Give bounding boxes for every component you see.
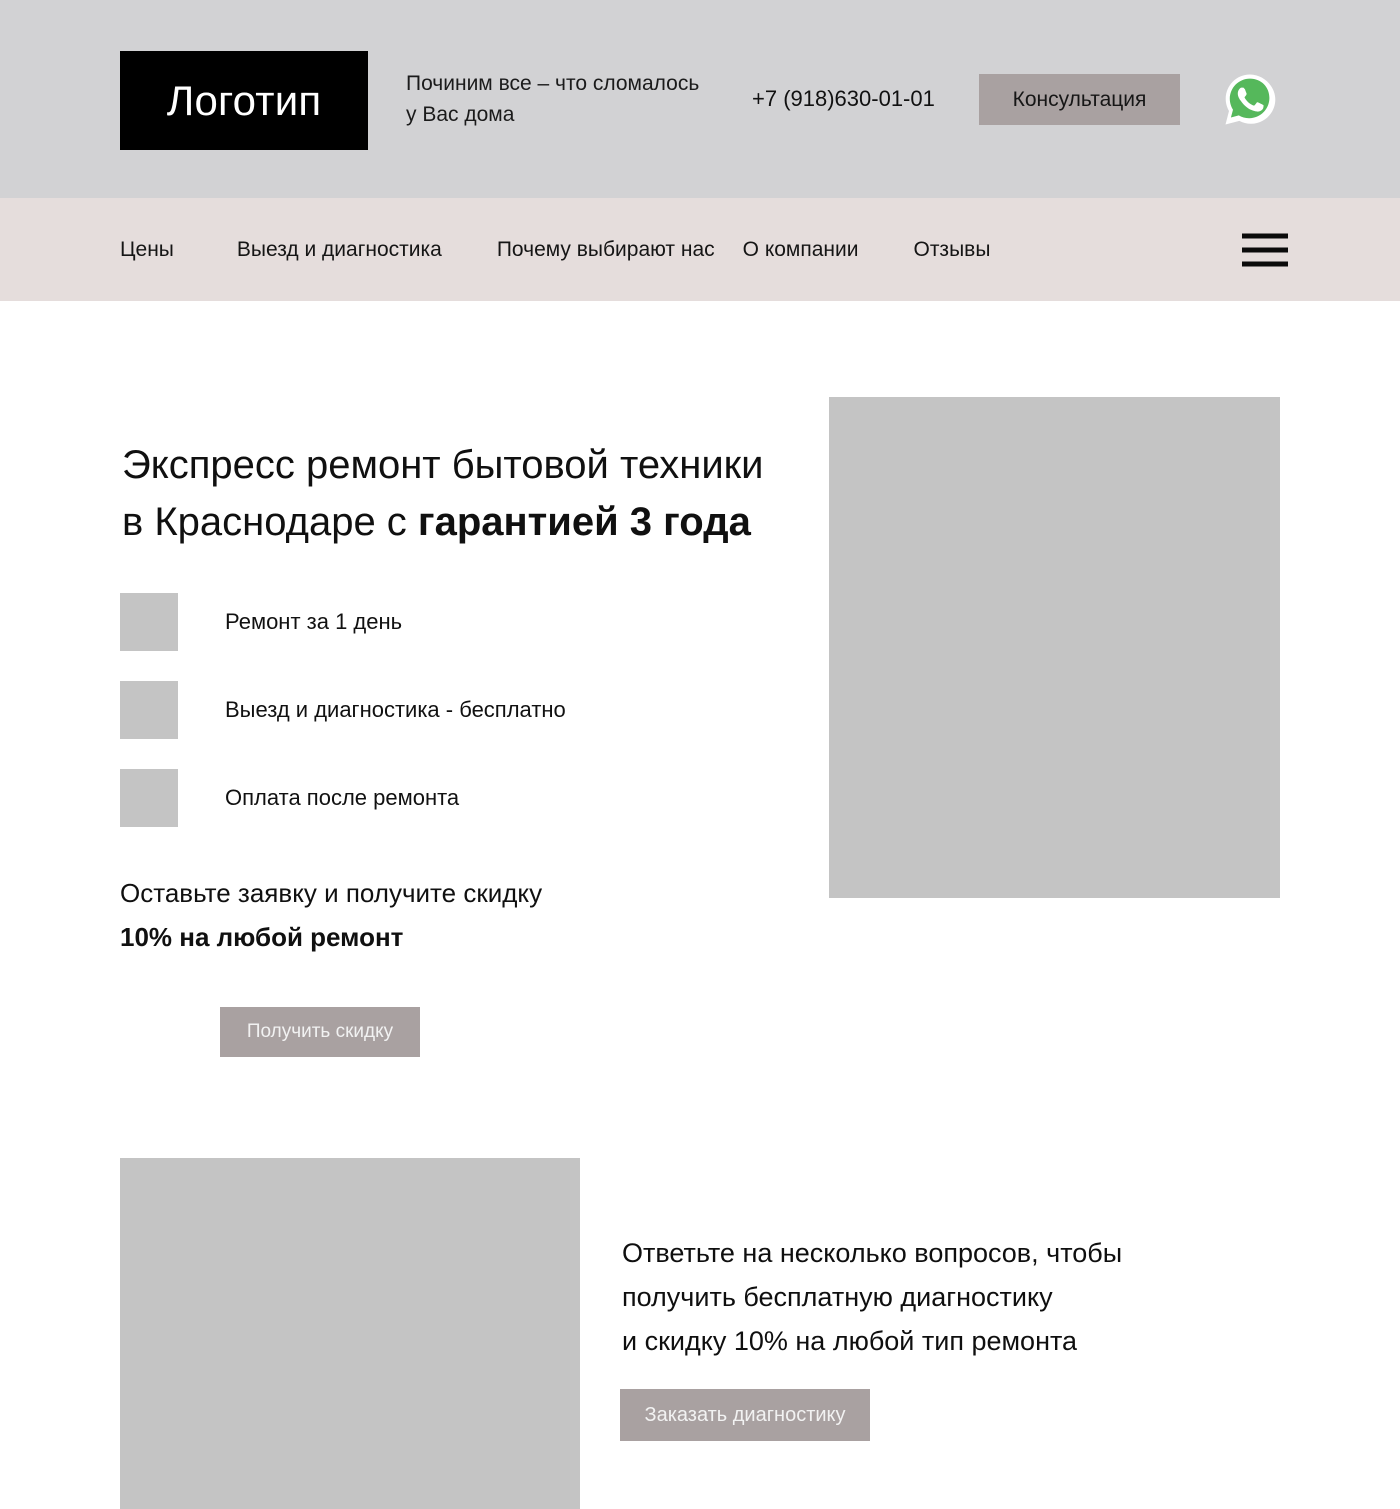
offer-text [120, 871, 820, 959]
nav-item-reviews[interactable]: Отзывы [913, 237, 991, 261]
diagnostics-text-line3: и скидку 10% на любой тип ремонта [622, 1326, 1078, 1356]
feature-label: Оплата после ремонта [225, 785, 460, 810]
nav-list [120, 198, 990, 301]
page-title [122, 437, 932, 551]
site-header [0, 0, 1400, 198]
feature-icon-placeholder [120, 681, 178, 739]
header-tagline: Починим все – что сломалось у Вас дома [406, 72, 700, 126]
hero-title-line1: Экспресс ремонт бытовой техники [122, 443, 764, 487]
phone-number-link[interactable]: +7 (918)630-01-01 [752, 86, 935, 111]
feature-icon-placeholder [120, 769, 178, 827]
offer-highlight: 10% на любой ремонт [120, 922, 404, 952]
feature-icon-placeholder [120, 593, 178, 651]
logo[interactable] [120, 51, 368, 150]
whatsapp-icon[interactable] [1223, 73, 1277, 127]
get-discount-button[interactable]: Получить скидку [220, 1007, 420, 1057]
feature-label: Выезд и диагностика - бесплатно [225, 697, 566, 722]
hero-title-highlight: гарантией 3 года [417, 500, 751, 544]
feature-item [120, 681, 760, 739]
hamburger-bar [1242, 247, 1288, 252]
feature-item [120, 769, 760, 827]
nav-item-why-choose-us[interactable]: Почему выбирают нас [496, 237, 715, 261]
diagnostics-image-placeholder [120, 1158, 580, 1509]
feature-label: Ремонт за 1 день [225, 609, 403, 634]
feature-item [120, 593, 760, 651]
diagnostics-text-line1: Ответьте на несколько вопросов, чтобы [622, 1238, 1123, 1268]
offer-line1: Оставьте заявку и получите скидку [120, 878, 543, 908]
diagnostics-text-line2: получить бесплатную диагностику [622, 1282, 1053, 1312]
hamburger-bar [1242, 261, 1288, 266]
nav-item-prices[interactable]: Цены [120, 237, 174, 261]
hamburger-bar [1242, 233, 1288, 238]
diagnostics-text [622, 1231, 1302, 1363]
main-navigation [0, 198, 1400, 301]
logo-text: Логотип [166, 76, 322, 124]
nav-item-visit-diagnostics[interactable]: Выезд и диагностика [236, 237, 442, 261]
consultation-button[interactable]: Консультация [979, 74, 1180, 125]
feature-list [120, 593, 760, 827]
nav-item-about-company[interactable]: О компании [742, 237, 859, 261]
order-diagnostics-button[interactable]: Заказать диагностику [620, 1389, 870, 1441]
hero-title-line2-prefix: в Краснодаре с [122, 500, 418, 544]
hamburger-menu-icon[interactable] [1242, 233, 1288, 266]
